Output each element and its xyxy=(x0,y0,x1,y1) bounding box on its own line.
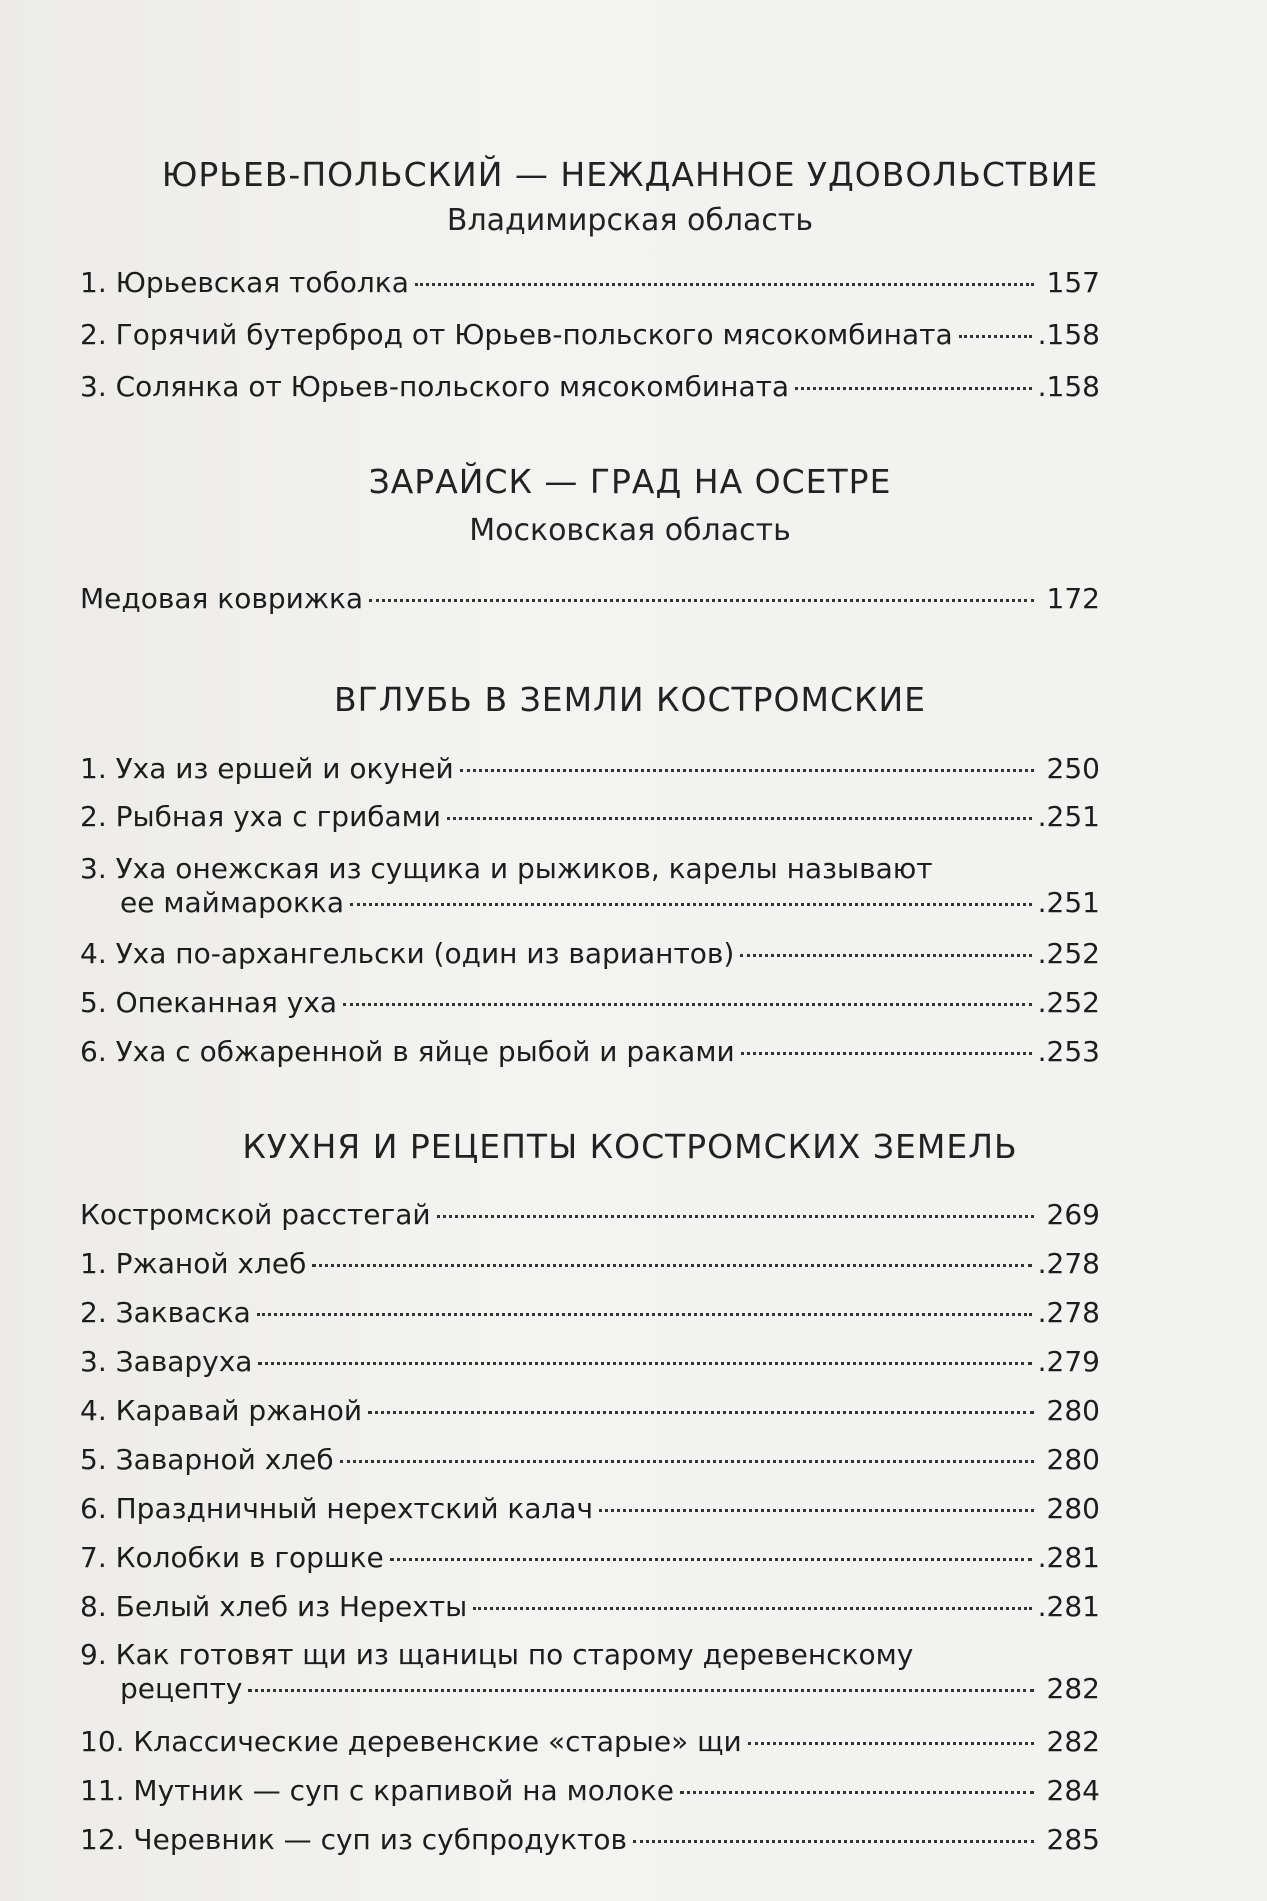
entry-title: 1. Уха из ершей и окуней xyxy=(80,752,454,785)
section-title: КУХНЯ И РЕЦЕПТЫ КОСТРОМСКИХ ЗЕМЕЛЬ xyxy=(242,1127,1018,1166)
toc-entry xyxy=(80,1590,1100,1624)
toc-entry xyxy=(80,1035,1100,1069)
dot-leader xyxy=(740,954,1031,957)
toc-entry xyxy=(80,370,1100,404)
dot-leader xyxy=(959,335,1032,338)
page-number: .278 xyxy=(1037,1247,1100,1280)
page-number: .281 xyxy=(1037,1590,1100,1623)
entry-title: 4. Уха по-архангельски (один из вариантов) xyxy=(80,937,735,970)
dot-leader xyxy=(248,1689,1034,1692)
toc-entry xyxy=(80,1725,1100,1759)
dot-leader xyxy=(350,903,1032,906)
dot-leader xyxy=(437,1215,1034,1218)
toc-entry xyxy=(80,937,1100,971)
dot-leader xyxy=(599,1509,1034,1512)
page-number: .281 xyxy=(1037,1541,1100,1574)
page-number: 269 xyxy=(1046,1198,1100,1231)
page-number: 172 xyxy=(1046,582,1100,615)
entry-title: 6. Праздничный нерехтский калач xyxy=(80,1492,594,1525)
toc-entry xyxy=(80,1394,1100,1428)
entry-title: 12. Черевник — суп из субпродуктов xyxy=(80,1823,627,1856)
toc-entry xyxy=(80,752,1100,786)
toc-entry xyxy=(80,1198,1100,1232)
dot-leader xyxy=(258,1362,1031,1365)
toc-entry xyxy=(80,1638,1100,1706)
entry-title: 11. Мутник — суп с крапивой на молоке xyxy=(80,1774,675,1807)
page-number: .251 xyxy=(1037,886,1100,919)
page-number: .278 xyxy=(1037,1296,1100,1329)
dot-leader xyxy=(257,1313,1032,1316)
section-title: ЮРЬЕВ-ПОЛЬСКИЙ — НЕЖДАННОЕ УДОВОЛЬСТВИЕ xyxy=(161,155,1099,194)
page-number: 282 xyxy=(1046,1725,1100,1758)
section-subtitle: Московская область xyxy=(469,513,791,548)
entry-title: 5. Заварной хлеб xyxy=(80,1443,334,1476)
page-number: .279 xyxy=(1037,1345,1100,1378)
page-number: 284 xyxy=(1046,1774,1100,1807)
toc-entry xyxy=(80,1774,1100,1808)
entry-title: 3. Заваруха xyxy=(80,1345,253,1378)
toc-entry xyxy=(80,318,1100,352)
entry-title: 7. Колобки в горшке xyxy=(80,1541,384,1574)
page-number: .158 xyxy=(1037,370,1100,403)
page-number: 280 xyxy=(1046,1443,1100,1476)
toc-entry xyxy=(80,800,1100,834)
dot-leader xyxy=(447,817,1032,820)
entry-title-continued: ее маймарокка xyxy=(120,886,344,919)
page-number: .251 xyxy=(1037,800,1100,833)
entry-title: 2. Горячий бутерброд от Юрьев-польского мясокомбината xyxy=(80,318,953,351)
entry-title: 9. Как готовят щи из щаницы по старому деревенскому xyxy=(80,1638,914,1671)
page-number: 280 xyxy=(1046,1492,1100,1525)
toc-entry xyxy=(80,1345,1100,1379)
toc-entry xyxy=(80,1541,1100,1575)
entry-title: 3. Уха онежская из сущика и рыжиков, карелы называют xyxy=(80,852,933,885)
dot-leader xyxy=(741,1052,1032,1055)
toc-entry xyxy=(80,1492,1100,1526)
dot-leader xyxy=(795,387,1032,390)
entry-title: 10. Классические деревенские «старые» щи xyxy=(80,1725,742,1758)
toc-entry xyxy=(80,1247,1100,1281)
dot-leader xyxy=(473,1607,1031,1610)
page-number: 280 xyxy=(1046,1394,1100,1427)
dot-leader xyxy=(633,1840,1034,1843)
section-subtitle: Владимирская область xyxy=(446,203,814,238)
dot-leader xyxy=(312,1264,1031,1267)
dot-leader xyxy=(340,1460,1034,1463)
dot-leader xyxy=(680,1791,1034,1794)
entry-title: 4. Каравай ржаной xyxy=(80,1394,363,1427)
toc-entry xyxy=(80,852,1100,920)
entry-title: 1. Юрьевская тоболка xyxy=(80,266,409,299)
entry-title-continued: рецепту xyxy=(120,1672,243,1705)
toc-entry xyxy=(80,266,1100,300)
page-number: .158 xyxy=(1037,318,1100,351)
entry-title: Костромской расстегай xyxy=(80,1198,431,1231)
page-number: 250 xyxy=(1046,752,1100,785)
entry-title: 5. Опеканная уха xyxy=(80,986,338,1019)
entry-title: 3. Солянка от Юрьев-польского мясокомбината xyxy=(80,370,790,403)
entry-title: 2. Рыбная уха с грибами xyxy=(80,800,442,833)
toc-entry xyxy=(80,986,1100,1020)
page-number: 282 xyxy=(1046,1672,1100,1705)
toc-entry xyxy=(80,1296,1100,1330)
section-title: ВГЛУБЬ В ЗЕМЛИ КОСТРОМСКИЕ xyxy=(333,680,926,719)
toc-entry xyxy=(80,582,1100,616)
page-number: .253 xyxy=(1037,1035,1100,1068)
page-number: .252 xyxy=(1037,986,1100,1019)
page-number: .252 xyxy=(1037,937,1100,970)
entry-title: 1. Ржаной хлеб xyxy=(80,1247,307,1280)
dot-leader xyxy=(368,1411,1034,1414)
page-number: 285 xyxy=(1046,1823,1100,1856)
page-number: 157 xyxy=(1046,266,1100,299)
entry-title: Медовая коврижка xyxy=(80,582,364,615)
dot-leader xyxy=(343,1003,1032,1006)
dot-leader xyxy=(415,283,1034,286)
toc-entry xyxy=(80,1443,1100,1477)
entry-title: 2. Закваска xyxy=(80,1296,251,1329)
entry-title: 8. Белый хлеб из Нерехты xyxy=(80,1590,468,1623)
section-title: ЗАРАЙСК — ГРАД НА ОСЕТРЕ xyxy=(368,462,892,501)
toc-entry xyxy=(80,1823,1100,1857)
dot-leader xyxy=(390,1558,1032,1561)
dot-leader xyxy=(748,1742,1034,1745)
dot-leader xyxy=(460,769,1034,772)
dot-leader xyxy=(369,599,1034,602)
entry-title: 6. Уха с обжаренной в яйце рыбой и раками xyxy=(80,1035,735,1068)
